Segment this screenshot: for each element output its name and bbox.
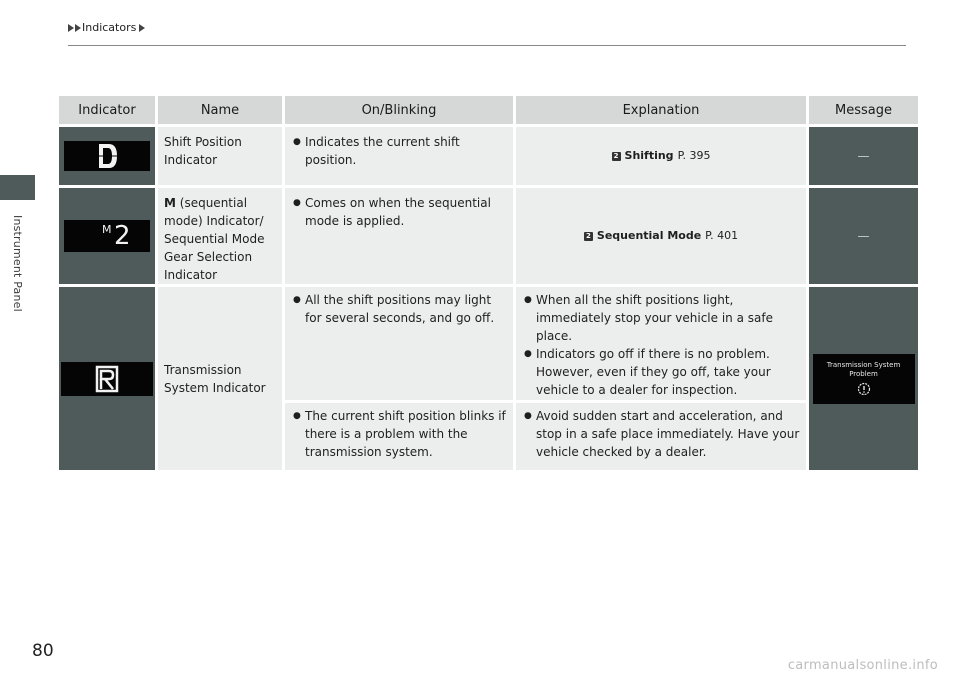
lcd-display [61,362,153,396]
transmission-on-blinking-b [285,403,513,470]
gear-warning-icon [857,382,871,396]
lcd-display [64,141,150,171]
page-reference-icon: 2 [584,232,593,241]
sequential-mode-page-reference[interactable]: 2 Sequential Mode P. 401 [522,194,800,278]
header-rule [68,45,906,46]
list-item: ● Indicators go off if there is no problem. However, even if they go off, take your vehicle to a dealer for inspection. [522,345,800,399]
m-mode-label: M [102,223,112,236]
list-item: ● Avoid sudden start and acceleration, and stop in a safe place immediately. Have your vehicle checked by a dealer. [522,407,800,461]
lcd-display [64,220,150,252]
transmission-system-name: Transmission System Indicator [158,287,282,470]
list-item: ● Comes on when the sequential mode is applied. [291,194,507,230]
shift-position-indicator-image [59,127,155,185]
shift-position-name: Shift Position Indicator [158,127,282,185]
indicator-table [59,96,906,468]
breadcrumb-section[interactable]: Indicators [82,21,137,34]
shift-position-message: — [809,127,918,185]
sequential-mode-message: — [809,188,918,284]
transmission-message [809,287,918,470]
header-name: Name [158,96,282,124]
shift-position-on-blinking [285,127,513,185]
watermark: carmanualsonline.info [787,658,938,673]
page-number: 80 [32,641,54,661]
header-message: Message [809,96,918,124]
transmission-explanation-a [516,287,806,400]
sequential-mode-on-blinking [285,188,513,284]
transmission-on-blinking-a [285,287,513,400]
section-tab-marker [0,175,35,200]
transmission-warning-icon [92,364,122,394]
breadcrumb-arrow-icon [75,24,81,32]
list-item: ● When all the shift positions light, immediately stop your vehicle in a safe place. [522,291,800,345]
list-item: ● All the shift positions may light for several seconds, and go off. [291,291,507,327]
list-item: ● Indicates the current shift position. [291,133,507,169]
shift-position-explanation [516,127,806,185]
header-on-blinking: On/Blinking [285,96,513,124]
breadcrumb [68,21,146,34]
transmission-explanation-b [516,403,806,470]
list-item: ● The current shift position blinks if there is a problem with the transmission system. [291,407,507,461]
sequential-mode-indicator-image [59,188,155,284]
transmission-system-problem-display: Transmission System Problem [813,354,915,404]
d-gear-icon [87,141,127,171]
breadcrumb-arrow-icon [68,24,74,32]
breadcrumb-arrow-icon [139,24,145,32]
section-tab-label: Instrument Panel [11,215,24,312]
gear-number: 2 [114,221,131,251]
shifting-page-reference[interactable]: 2 Shifting P. 395 [522,133,800,179]
sequential-mode-name: M (sequential mode) Indicator/ Sequential Mode Gear Selection Indicator [158,188,282,284]
page-reference-icon: 2 [612,152,621,161]
transmission-system-indicator-image [59,287,155,470]
header-explanation: Explanation [516,96,806,124]
header-indicator: Indicator [59,96,155,124]
sequential-mode-explanation [516,188,806,284]
